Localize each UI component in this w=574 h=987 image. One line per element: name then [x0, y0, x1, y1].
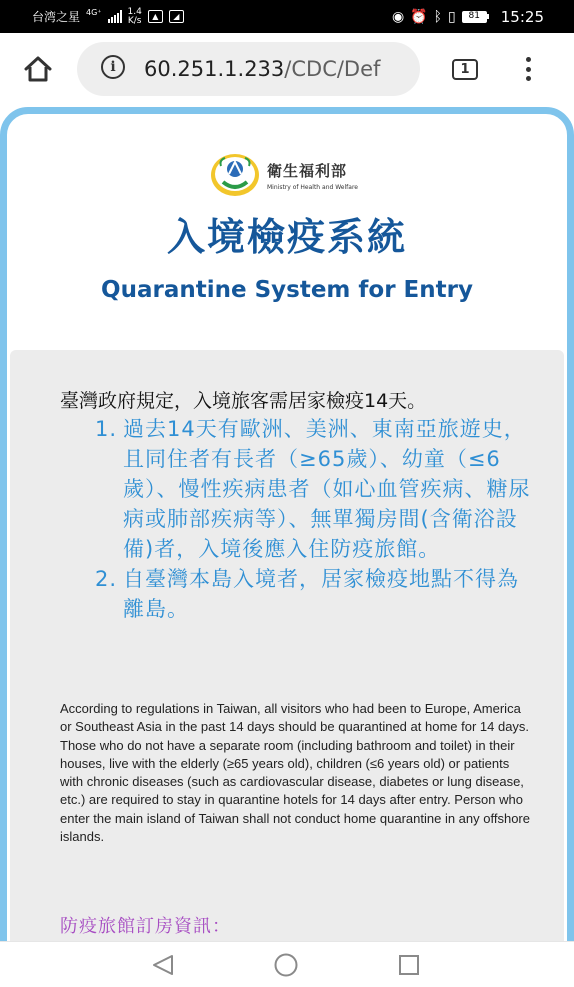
notification-app-icon: ▲ — [148, 10, 163, 23]
system-navigation-bar — [0, 941, 574, 987]
ministry-name-en: Ministry of Health and Welfare — [267, 183, 358, 191]
list-item-number: 2. — [95, 567, 118, 591]
more-vert-icon[interactable] — [518, 55, 538, 83]
vibrate-icon: ▯ — [448, 8, 456, 25]
home-button[interactable] — [20, 52, 56, 86]
ministry-emblem-icon — [209, 152, 261, 198]
home-circle-icon[interactable] — [273, 953, 299, 977]
english-notice: According to regulations in Taiwan, all visitors who had been to Europe, America or Southeast Asia in the past 14 days should be quarantined at home for 14 days. Those who do not have a separate room (including bathroom and toilet) in their houses, live with the elderly (≥65 years old), children (≤6 years old) or patients with chronic diseases (such as cardiovascular disease, diabetes or lung disease, etc.) are required to stay in quarantine hotels for 14 days after entry. Person who enter the main island of Taiwan shall not conduct home quarantine in any offshore islands. — [60, 701, 530, 845]
page-frame — [0, 107, 574, 941]
bluetooth-icon: ᛒ — [433, 8, 443, 25]
eye-comfort-icon: ◉ — [391, 8, 405, 25]
ministry-name-zh: 衛生福利部 — [267, 161, 348, 180]
network-speed-unit: K/s — [127, 15, 142, 26]
tab-count: 1 — [460, 62, 470, 77]
network-speed — [128, 8, 142, 26]
address-bar[interactable] — [77, 42, 420, 96]
url-host: 60.251.1.233 — [144, 57, 285, 81]
signal-icon — [108, 10, 122, 23]
url-text[interactable] — [144, 56, 380, 82]
carrier-name: 台湾之星 — [32, 10, 81, 24]
notice-lead: 臺灣政府規定，入境旅客需居家檢疫14天。 — [60, 390, 427, 412]
gallery-notification-icon: ◢ — [169, 10, 184, 23]
notice-panel — [10, 350, 564, 941]
web-page[interactable] — [0, 105, 574, 941]
recents-square-icon[interactable] — [397, 954, 421, 976]
network-speed-value: 1.4 — [127, 6, 142, 17]
list-item-text: 自臺灣本島入境者，居家檢疫地點不得為離島。 — [123, 567, 519, 621]
notice-list — [95, 414, 535, 624]
page-title-zh: 入境檢疫系統 — [166, 215, 407, 259]
network-type: 4G⁺ — [86, 7, 102, 17]
page-title-en: Quarantine System for Entry — [101, 277, 473, 303]
page-header — [7, 114, 567, 354]
tab-switcher-button[interactable] — [452, 59, 478, 80]
list-item — [95, 414, 535, 564]
quarantine-hotel-heading: 防疫旅館訂房資訊： — [60, 916, 231, 937]
info-icon[interactable]: i — [101, 55, 125, 79]
ministry-logo — [209, 152, 358, 198]
url-path: /CDC/Def — [284, 57, 381, 81]
list-item-number: 1. — [95, 417, 118, 441]
status-left — [32, 0, 184, 33]
back-triangle-icon[interactable] — [150, 953, 176, 977]
list-item-text: 過去14天有歐洲、美洲、東南亞旅遊史，且同住者有長者（≥65歲）、幼童（≤6歲）、慢性疾病患者（如心血管疾病、糖尿病或肺部疾病等）、無單獨房間(含衛浴設備)者，入境後應入住防疫旅館。 — [123, 417, 531, 561]
status-bar — [0, 0, 574, 33]
alarm-icon: ⏰ — [410, 8, 428, 25]
battery-level: 81 — [462, 11, 487, 23]
battery-icon — [462, 11, 489, 23]
clock: 15:25 — [500, 7, 544, 26]
home-icon — [23, 55, 53, 83]
browser-toolbar — [0, 33, 574, 105]
list-item — [95, 564, 535, 624]
status-right — [392, 0, 544, 33]
